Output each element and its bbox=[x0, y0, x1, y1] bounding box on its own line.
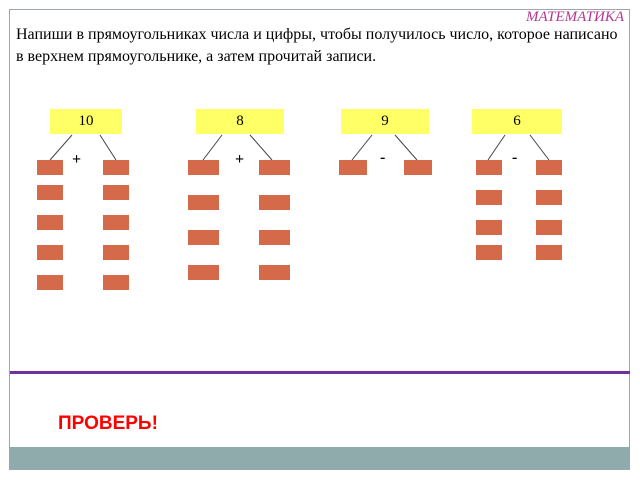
answer-cell[interactable] bbox=[37, 160, 63, 175]
answer-cell[interactable] bbox=[476, 245, 502, 260]
footer-bar bbox=[10, 447, 630, 469]
answer-cell[interactable] bbox=[536, 220, 562, 235]
answer-cell[interactable] bbox=[476, 220, 502, 235]
answer-cell[interactable] bbox=[259, 230, 290, 245]
slide-frame bbox=[9, 9, 630, 470]
instruction-text: Напиши в прямоугольниках числа и цифры, чтобы получилось число, которое написано в верхнем прямоугольнике, а затем прочитай записи. bbox=[16, 26, 618, 65]
answer-cell[interactable] bbox=[188, 265, 219, 280]
operation-sign-3: - bbox=[380, 149, 386, 166]
answer-cell[interactable] bbox=[536, 190, 562, 205]
answer-cell[interactable] bbox=[259, 265, 290, 280]
answer-cell[interactable] bbox=[103, 160, 129, 175]
answer-cell[interactable] bbox=[37, 275, 63, 290]
answer-cell[interactable] bbox=[188, 195, 219, 210]
check-button[interactable]: ПРОВЕРЬ! bbox=[58, 413, 158, 434]
subject-title: МАТЕМАТИКА bbox=[526, 9, 624, 25]
answer-cell[interactable] bbox=[259, 195, 290, 210]
answer-cell[interactable] bbox=[37, 185, 63, 200]
answer-cell[interactable] bbox=[103, 185, 129, 200]
answer-cell[interactable] bbox=[476, 160, 502, 175]
answer-cell[interactable] bbox=[103, 275, 129, 290]
divider-line bbox=[10, 371, 630, 374]
answer-cell[interactable] bbox=[536, 160, 562, 175]
answer-cell[interactable] bbox=[339, 160, 367, 175]
operation-sign-4: - bbox=[512, 149, 518, 166]
answer-cell[interactable] bbox=[259, 160, 290, 175]
target-number-2: 8 bbox=[196, 109, 284, 134]
answer-cell[interactable] bbox=[37, 215, 63, 230]
target-number-3: 9 bbox=[341, 109, 429, 134]
answer-cell[interactable] bbox=[103, 215, 129, 230]
answer-cell[interactable] bbox=[404, 160, 432, 175]
target-number-4: 6 bbox=[472, 109, 562, 134]
answer-cell[interactable] bbox=[103, 245, 129, 260]
answer-cell[interactable] bbox=[476, 190, 502, 205]
target-number-1: 10 bbox=[50, 109, 122, 134]
answer-cell[interactable] bbox=[188, 160, 219, 175]
answer-cell[interactable] bbox=[536, 245, 562, 260]
operation-sign-2: + bbox=[235, 151, 245, 168]
answer-cell[interactable] bbox=[188, 230, 219, 245]
answer-cell[interactable] bbox=[37, 245, 63, 260]
operation-sign-1: + bbox=[72, 151, 82, 168]
